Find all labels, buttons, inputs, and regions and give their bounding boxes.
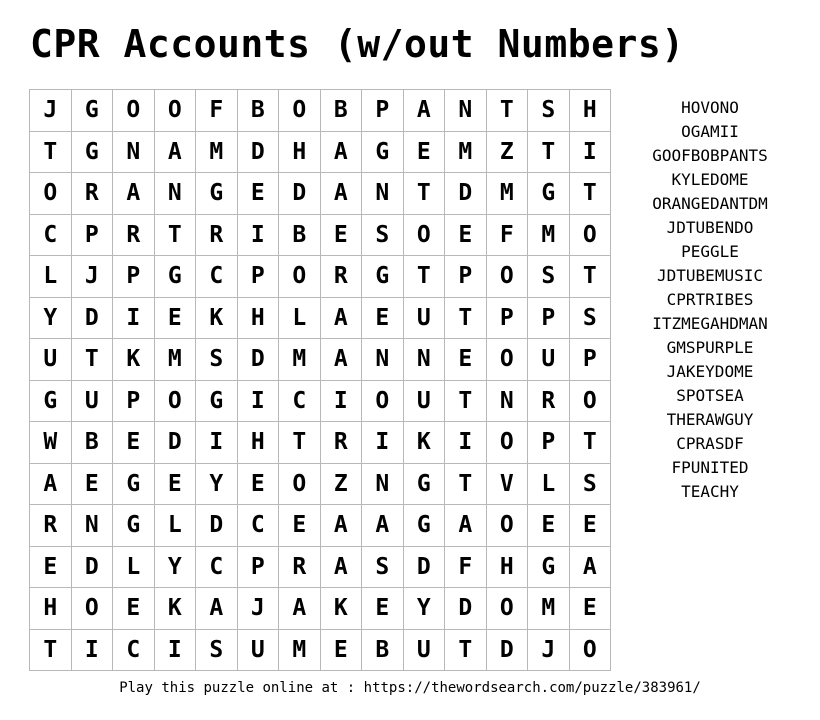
grid-cell[interactable]: O: [487, 339, 529, 381]
grid-cell[interactable]: N: [404, 339, 446, 381]
grid-cell[interactable]: D: [155, 422, 197, 464]
grid-cell[interactable]: S: [570, 464, 612, 506]
grid-cell[interactable]: L: [528, 464, 570, 506]
grid-cell[interactable]: A: [196, 588, 238, 630]
grid-cell[interactable]: A: [30, 464, 72, 506]
grid-cell[interactable]: K: [404, 422, 446, 464]
word-list-item: ORANGEDANTDM: [652, 194, 768, 213]
grid-cell[interactable]: I: [238, 215, 280, 257]
grid-cell[interactable]: Y: [30, 298, 72, 340]
grid-cell[interactable]: G: [72, 132, 114, 174]
grid-cell[interactable]: A: [321, 547, 363, 589]
grid-cell[interactable]: O: [570, 215, 612, 257]
grid-cell[interactable]: T: [445, 630, 487, 672]
grid-cell[interactable]: C: [279, 381, 321, 423]
grid-cell[interactable]: C: [113, 630, 155, 672]
grid-cell[interactable]: A: [321, 173, 363, 215]
grid-cell[interactable]: R: [528, 381, 570, 423]
grid-cell[interactable]: I: [445, 422, 487, 464]
grid-cell[interactable]: E: [570, 588, 612, 630]
grid-cell[interactable]: K: [155, 588, 197, 630]
grid-cell[interactable]: R: [321, 256, 363, 298]
grid-cell[interactable]: S: [196, 630, 238, 672]
grid-cell[interactable]: T: [445, 464, 487, 506]
grid-cell[interactable]: D: [404, 547, 446, 589]
grid-cell[interactable]: S: [362, 547, 404, 589]
grid-cell[interactable]: P: [528, 298, 570, 340]
grid-cell[interactable]: R: [30, 505, 72, 547]
grid-cell[interactable]: O: [404, 215, 446, 257]
grid-cell[interactable]: P: [113, 381, 155, 423]
grid-cell[interactable]: M: [279, 339, 321, 381]
word-list-item: TEACHY: [681, 482, 739, 501]
grid-cell[interactable]: G: [196, 381, 238, 423]
grid-cell[interactable]: C: [238, 505, 280, 547]
grid-cell[interactable]: O: [362, 381, 404, 423]
grid-cell[interactable]: T: [570, 422, 612, 464]
grid-cell[interactable]: A: [321, 339, 363, 381]
grid-cell[interactable]: G: [30, 381, 72, 423]
grid-cell[interactable]: M: [528, 588, 570, 630]
grid-cell[interactable]: A: [279, 588, 321, 630]
grid-cell[interactable]: Y: [404, 588, 446, 630]
grid-cell[interactable]: W: [30, 422, 72, 464]
grid-cell[interactable]: B: [362, 630, 404, 672]
grid-cell[interactable]: D: [279, 173, 321, 215]
grid-cell[interactable]: G: [528, 173, 570, 215]
grid-cell[interactable]: H: [238, 298, 280, 340]
grid-cell[interactable]: O: [487, 505, 529, 547]
grid-cell[interactable]: E: [113, 588, 155, 630]
word-list-item: GOOFBOBPANTS: [652, 146, 768, 165]
grid-cell[interactable]: I: [570, 132, 612, 174]
grid-cell[interactable]: N: [72, 505, 114, 547]
grid-cell[interactable]: R: [113, 215, 155, 257]
grid-cell[interactable]: S: [528, 256, 570, 298]
grid-cell[interactable]: C: [196, 256, 238, 298]
grid-cell[interactable]: E: [570, 505, 612, 547]
grid-cell[interactable]: A: [362, 505, 404, 547]
grid-cell[interactable]: S: [570, 298, 612, 340]
word-list-item: ITZMEGAHDMAN: [652, 314, 768, 333]
grid-cell[interactable]: I: [362, 422, 404, 464]
grid-cell[interactable]: U: [404, 381, 446, 423]
grid-cell[interactable]: Z: [321, 464, 363, 506]
grid-cell[interactable]: D: [238, 339, 280, 381]
grid-cell[interactable]: B: [72, 422, 114, 464]
grid-cell[interactable]: D: [487, 630, 529, 672]
word-list-item: SPOTSEA: [676, 386, 744, 405]
grid-cell[interactable]: P: [570, 339, 612, 381]
grid-cell[interactable]: M: [528, 215, 570, 257]
grid-cell[interactable]: D: [445, 173, 487, 215]
grid-cell[interactable]: G: [362, 132, 404, 174]
grid-cell[interactable]: L: [113, 547, 155, 589]
grid-cell[interactable]: E: [155, 298, 197, 340]
puzzle-title: CPR Accounts (w/out Numbers): [30, 22, 685, 66]
grid-cell[interactable]: R: [279, 547, 321, 589]
grid-cell[interactable]: J: [238, 588, 280, 630]
grid-cell[interactable]: J: [528, 630, 570, 672]
grid-cell[interactable]: H: [30, 588, 72, 630]
grid-cell[interactable]: D: [445, 588, 487, 630]
grid-cell[interactable]: A: [445, 505, 487, 547]
grid-cell[interactable]: N: [362, 339, 404, 381]
grid-cell[interactable]: G: [113, 505, 155, 547]
grid-cell[interactable]: K: [321, 588, 363, 630]
grid-cell[interactable]: E: [155, 464, 197, 506]
grid-cell[interactable]: T: [279, 422, 321, 464]
grid-cell[interactable]: F: [445, 547, 487, 589]
grid-cell[interactable]: E: [72, 464, 114, 506]
grid-cell[interactable]: P: [362, 90, 404, 132]
grid-cell[interactable]: S: [362, 215, 404, 257]
grid-cell[interactable]: B: [238, 90, 280, 132]
grid-cell[interactable]: U: [404, 298, 446, 340]
grid-cell[interactable]: G: [362, 256, 404, 298]
grid-cell[interactable]: M: [445, 132, 487, 174]
grid-cell[interactable]: F: [487, 215, 529, 257]
grid-cell[interactable]: E: [528, 505, 570, 547]
grid-cell[interactable]: O: [113, 90, 155, 132]
grid-cell[interactable]: A: [570, 547, 612, 589]
grid-cell[interactable]: C: [196, 547, 238, 589]
grid-cell[interactable]: I: [321, 381, 363, 423]
word-list: [630, 96, 790, 504]
grid-cell[interactable]: G: [72, 90, 114, 132]
grid-cell[interactable]: O: [279, 256, 321, 298]
grid-cell[interactable]: B: [321, 90, 363, 132]
grid-cell[interactable]: R: [196, 215, 238, 257]
grid-cell[interactable]: E: [238, 464, 280, 506]
grid-cell[interactable]: T: [155, 215, 197, 257]
grid-cell[interactable]: T: [404, 256, 446, 298]
grid-cell[interactable]: J: [30, 90, 72, 132]
grid-cell[interactable]: M: [279, 630, 321, 672]
footer-link-text: Play this puzzle online at : https://thewordsearch.com/puzzle/383961/: [119, 680, 701, 696]
grid-cell[interactable]: E: [238, 173, 280, 215]
grid-cell[interactable]: T: [570, 173, 612, 215]
grid-cell[interactable]: H: [487, 547, 529, 589]
word-list-item: HOVONO: [681, 98, 739, 117]
grid-cell[interactable]: N: [362, 173, 404, 215]
grid-cell[interactable]: N: [445, 90, 487, 132]
grid-cell[interactable]: I: [72, 630, 114, 672]
grid-cell[interactable]: J: [72, 256, 114, 298]
grid-cell[interactable]: D: [72, 298, 114, 340]
grid-cell[interactable]: E: [321, 215, 363, 257]
word-list-item: GMSPURPLE: [666, 338, 754, 357]
grid-cell[interactable]: R: [321, 422, 363, 464]
grid-cell[interactable]: N: [113, 132, 155, 174]
grid-cell[interactable]: L: [30, 256, 72, 298]
grid-cell[interactable]: O: [487, 256, 529, 298]
word-list-item: JDTUBENDO: [666, 218, 754, 237]
grid-cell[interactable]: A: [155, 132, 197, 174]
grid-cell[interactable]: Y: [155, 547, 197, 589]
grid-cell[interactable]: U: [30, 339, 72, 381]
grid-cell[interactable]: P: [113, 256, 155, 298]
grid-cell[interactable]: Y: [196, 464, 238, 506]
grid-cell[interactable]: O: [279, 464, 321, 506]
grid-cell[interactable]: U: [238, 630, 280, 672]
grid-cell[interactable]: N: [362, 464, 404, 506]
grid-cell[interactable]: I: [238, 381, 280, 423]
grid-cell[interactable]: D: [72, 547, 114, 589]
grid-cell[interactable]: T: [528, 132, 570, 174]
grid-cell[interactable]: A: [404, 90, 446, 132]
grid-cell[interactable]: U: [528, 339, 570, 381]
grid-cell[interactable]: E: [30, 547, 72, 589]
grid-cell[interactable]: P: [487, 298, 529, 340]
grid-cell[interactable]: O: [279, 90, 321, 132]
word-list-item: KYLEDOME: [671, 170, 749, 189]
word-list-item: OGAMII: [681, 122, 739, 141]
word-list-item: CPRASDF: [676, 434, 744, 453]
grid-cell[interactable]: E: [445, 215, 487, 257]
grid-cell[interactable]: S: [196, 339, 238, 381]
grid-cell[interactable]: K: [113, 339, 155, 381]
grid-cell[interactable]: T: [72, 339, 114, 381]
grid-cell[interactable]: O: [570, 630, 612, 672]
grid-cell[interactable]: E: [404, 132, 446, 174]
grid-cell[interactable]: I: [113, 298, 155, 340]
grid-cell[interactable]: G: [528, 547, 570, 589]
grid-cell[interactable]: M: [155, 339, 197, 381]
letter-grid: [29, 89, 611, 671]
grid-cell[interactable]: T: [445, 298, 487, 340]
grid-cell[interactable]: T: [570, 256, 612, 298]
grid-cell[interactable]: H: [238, 422, 280, 464]
grid-cell[interactable]: P: [238, 256, 280, 298]
grid-cell[interactable]: O: [570, 381, 612, 423]
grid-cell[interactable]: O: [30, 173, 72, 215]
grid-cell[interactable]: G: [404, 464, 446, 506]
grid-cell[interactable]: T: [487, 90, 529, 132]
grid-cell[interactable]: P: [528, 422, 570, 464]
grid-cell[interactable]: M: [487, 173, 529, 215]
grid-cell[interactable]: U: [404, 630, 446, 672]
word-list-item: CPRTRIBES: [666, 290, 754, 309]
grid-cell[interactable]: T: [30, 132, 72, 174]
word-list-item: JAKEYDOME: [666, 362, 754, 381]
grid-cell[interactable]: C: [30, 215, 72, 257]
grid-cell[interactable]: N: [155, 173, 197, 215]
grid-cell[interactable]: Z: [487, 132, 529, 174]
grid-cell[interactable]: S: [528, 90, 570, 132]
grid-cell[interactable]: G: [196, 173, 238, 215]
grid-cell[interactable]: A: [321, 132, 363, 174]
grid-cell[interactable]: T: [30, 630, 72, 672]
grid-cell[interactable]: O: [487, 588, 529, 630]
grid-cell[interactable]: H: [570, 90, 612, 132]
grid-cell[interactable]: E: [279, 505, 321, 547]
grid-cell[interactable]: I: [196, 422, 238, 464]
grid-cell[interactable]: M: [196, 132, 238, 174]
grid-cell[interactable]: O: [155, 90, 197, 132]
grid-cell[interactable]: P: [445, 256, 487, 298]
word-list-item: JDTUBEMUSIC: [657, 266, 763, 285]
grid-cell[interactable]: F: [196, 90, 238, 132]
grid-cell[interactable]: A: [321, 298, 363, 340]
grid-cell[interactable]: E: [362, 298, 404, 340]
grid-cell[interactable]: O: [72, 588, 114, 630]
grid-cell[interactable]: A: [113, 173, 155, 215]
grid-cell[interactable]: G: [404, 505, 446, 547]
grid-cell[interactable]: I: [155, 630, 197, 672]
grid-cell[interactable]: L: [279, 298, 321, 340]
grid-cell[interactable]: D: [238, 132, 280, 174]
grid-cell[interactable]: D: [196, 505, 238, 547]
grid-cell[interactable]: P: [238, 547, 280, 589]
grid-cell[interactable]: P: [72, 215, 114, 257]
grid-cell[interactable]: U: [72, 381, 114, 423]
grid-cell[interactable]: B: [279, 215, 321, 257]
grid-cell[interactable]: A: [321, 505, 363, 547]
word-list-item: PEGGLE: [681, 242, 739, 261]
grid-cell[interactable]: O: [487, 422, 529, 464]
word-list-item: FPUNITED: [671, 458, 749, 477]
grid-cell[interactable]: N: [487, 381, 529, 423]
grid-cell[interactable]: R: [72, 173, 114, 215]
grid-cell[interactable]: L: [155, 505, 197, 547]
grid-cell[interactable]: G: [155, 256, 197, 298]
grid-cell[interactable]: E: [321, 630, 363, 672]
grid-cell[interactable]: T: [445, 381, 487, 423]
word-list-item: THERAWGUY: [666, 410, 754, 429]
grid-cell[interactable]: G: [113, 464, 155, 506]
grid-cell[interactable]: E: [113, 422, 155, 464]
grid-cell[interactable]: E: [362, 588, 404, 630]
grid-cell[interactable]: V: [487, 464, 529, 506]
grid-cell[interactable]: H: [279, 132, 321, 174]
grid-cell[interactable]: O: [155, 381, 197, 423]
grid-cell[interactable]: K: [196, 298, 238, 340]
grid-cell[interactable]: T: [404, 173, 446, 215]
grid-cell[interactable]: E: [445, 339, 487, 381]
